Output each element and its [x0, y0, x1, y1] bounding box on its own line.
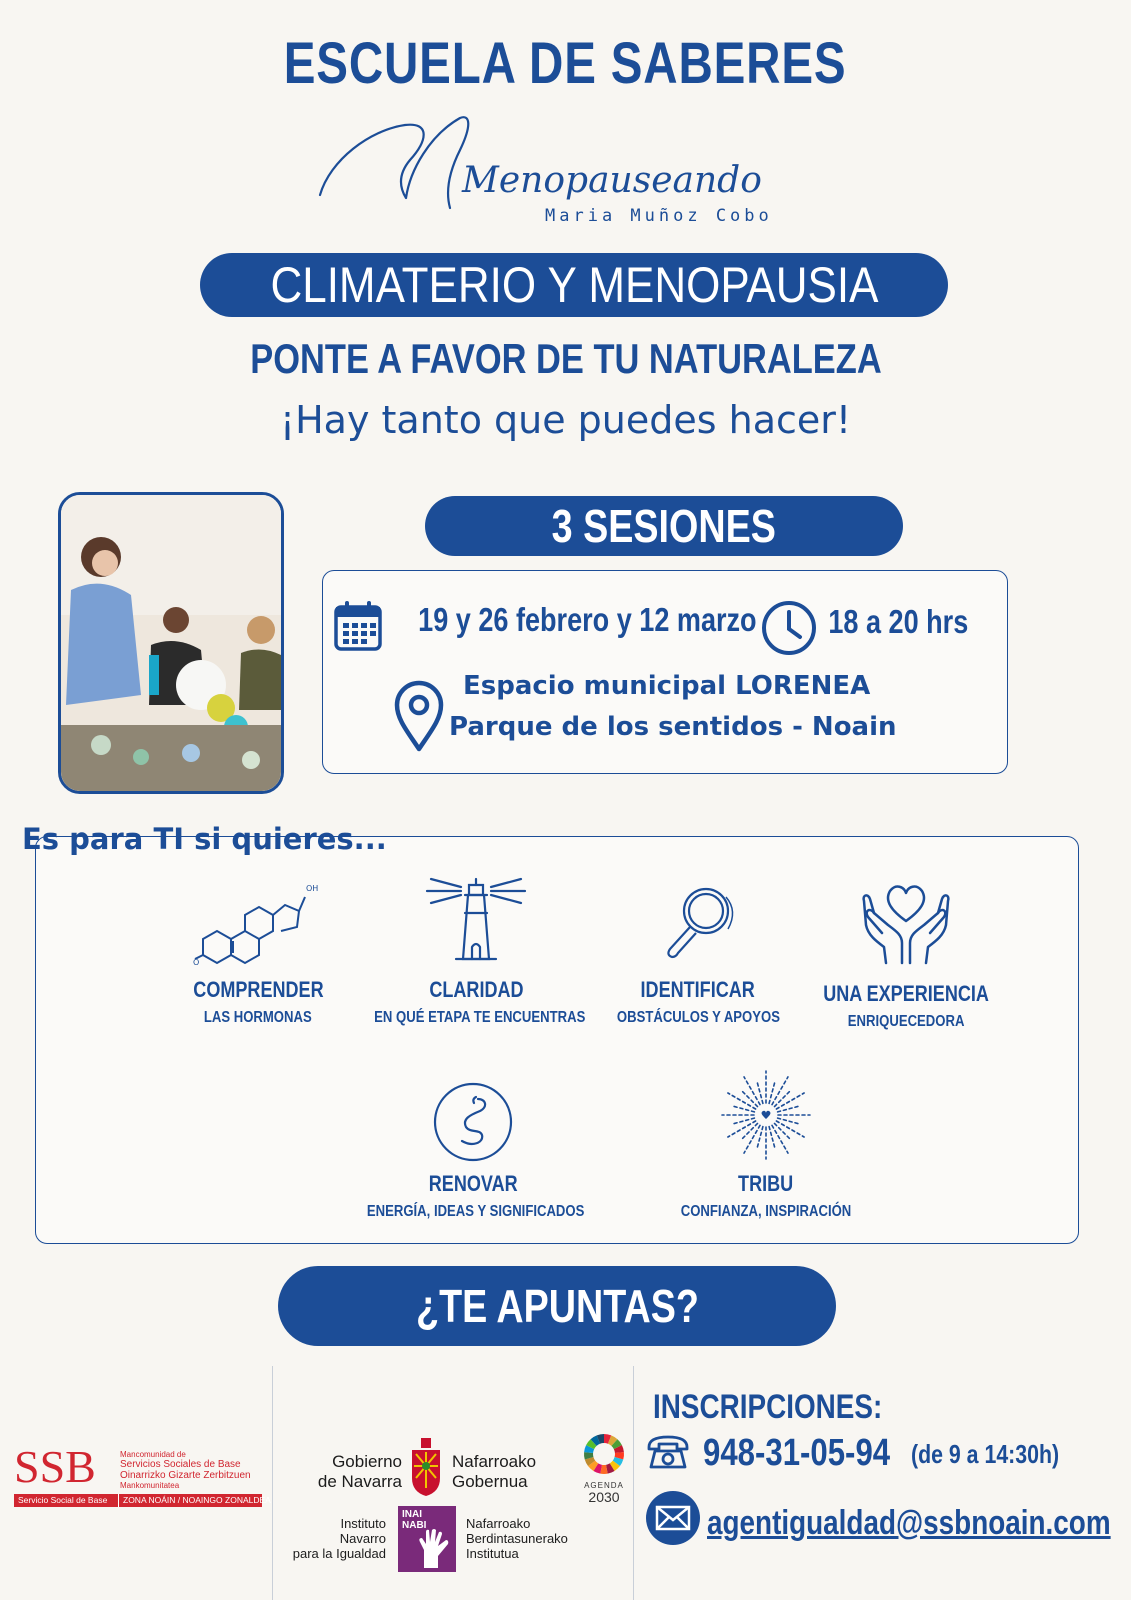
svg-text:OH: OH: [306, 884, 319, 893]
brand-author: Maria Muñoz Cobo: [545, 206, 773, 226]
heart-hands-icon: [856, 877, 956, 973]
place-line1: Espacio municipal LORENEA: [463, 671, 871, 701]
benefit-experiencia: [781, 877, 1031, 1031]
svg-text:O: O: [193, 958, 200, 967]
location-pin-icon: [393, 679, 445, 753]
gobierno-navarra-logo: Gobierno de Navarra Nafarroako Gobernua: [304, 1434, 566, 1504]
benefit-claridad: [351, 877, 601, 1027]
place-line2: Parque de los sentidos - Noain: [449, 712, 897, 742]
session-info-box: [322, 570, 1008, 774]
benefit-subtitle: ENRIQUECEDORA: [847, 1013, 965, 1030]
magnifier-icon: [648, 877, 748, 973]
inscripciones-label: INSCRIPCIONES:: [653, 1388, 883, 1426]
phone-number[interactable]: 948-31-05-94: [703, 1432, 891, 1474]
ssb-logo: SSB Mancomunidad de Servicios Sociales de Base Oinarrizko Gizarte Zerbitzuen Mankomunitatea Servicio Social de Base ZONA NOÁIN / NOAINGO ZONALDEA: [14, 1441, 271, 1505]
brand-script-text: Menopauseando: [462, 160, 762, 201]
benefit-subtitle: OBSTÁCULOS Y APOYOS: [616, 1009, 780, 1026]
subtitle: PONTE A FAVOR DE TU NATURALEZA: [249, 335, 882, 382]
benefits-heading: Es para TI si quieres...: [22, 822, 387, 856]
session-hours: 18 a 20 hrs: [828, 603, 969, 640]
email-link[interactable]: agentigualdad@ssbnoain.com: [707, 1504, 1112, 1542]
benefit-subtitle: ENERGÍA, IDEAS Y SIGNIFICADOS: [366, 1203, 585, 1220]
navarra-shield-icon: [408, 1438, 444, 1498]
benefit-title: CLARIDAD: [428, 977, 524, 1002]
footer-divider: [633, 1366, 634, 1600]
agenda-2030-logo: AGENDA 2030: [580, 1432, 628, 1504]
email-row: [645, 1490, 1131, 1546]
benefits-box: [35, 836, 1079, 1244]
benefit-subtitle: EN QUÉ ETAPA TE ENCUENTRAS: [374, 1009, 586, 1026]
benefit-comprender: [133, 877, 383, 1027]
phone-row: [645, 1432, 1092, 1475]
workshop-photo: [58, 492, 284, 794]
inai-logo: Instituto Navarro para la Igualdad INAI NABI Nafarroako Berdintasunerako Institutua: [290, 1506, 590, 1576]
page-title: ESCUELA DE SABERES: [284, 31, 847, 96]
benefit-title: RENOVAR: [428, 1171, 518, 1196]
benefit-subtitle: CONFIANZA, INSPIRACIÓN: [680, 1203, 852, 1220]
calendar-icon: [333, 599, 383, 653]
tagline: ¡Hay tanto que puedes hacer!: [279, 398, 852, 442]
benefit-renovar: [343, 1077, 603, 1221]
hormone-molecule-icon: [193, 877, 323, 973]
sessions-pill: 3 SESIONES: [425, 496, 903, 556]
footer-divider: [272, 1366, 273, 1600]
benefit-subtitle: LAS HORMONAS: [204, 1009, 312, 1026]
clock-icon: [760, 599, 818, 657]
burst-icon: [716, 1063, 816, 1167]
signup-cta-button[interactable]: ¿TE APUNTAS?: [278, 1266, 836, 1346]
email-icon: [645, 1490, 701, 1546]
hand-icon: [416, 1528, 452, 1570]
benefit-title: UNA EXPERIENCIA: [823, 981, 989, 1006]
session-dates: 19 y 26 febrero y 12 marzo: [418, 601, 757, 638]
phone-hours: (de 9 a 14:30h): [911, 1439, 1060, 1469]
benefit-tribu: [641, 1063, 891, 1221]
lighthouse-icon: [421, 877, 531, 973]
benefit-title: TRIBU: [738, 1171, 794, 1196]
benefit-title: IDENTIFICAR: [640, 977, 756, 1002]
main-topic-pill: CLIMATERIO Y MENOPAUSIA: [200, 253, 948, 317]
benefit-title: COMPRENDER: [192, 977, 324, 1002]
telephone-icon: [645, 1433, 691, 1471]
snake-icon: [428, 1077, 518, 1167]
sdg-wheel-icon: [580, 1432, 628, 1476]
